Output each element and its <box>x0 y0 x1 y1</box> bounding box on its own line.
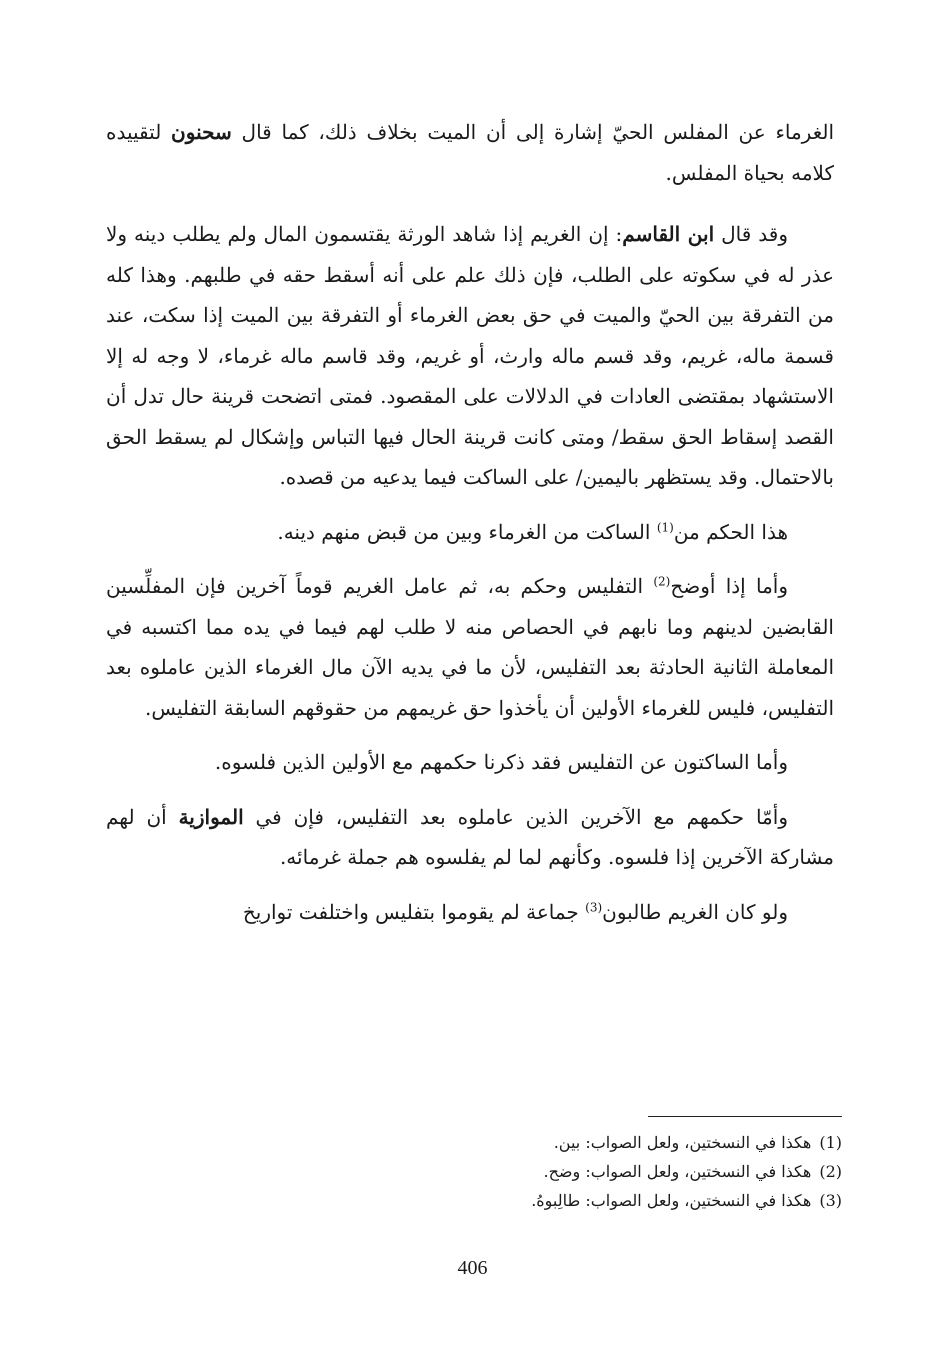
footnote-2-text: هكذا في النسختين، ولعل الصواب: وضح. <box>543 1162 812 1181</box>
footnote-2-number: (2) <box>819 1162 842 1181</box>
paragraph-gap <box>106 193 834 214</box>
paragraph-6-text-b: أن لهم مشاركة الآخرين إذا فلسوه. وكأنهم لما لم يفلسوه هم جملة غرمائه. <box>106 804 834 869</box>
paragraph-4 <box>106 566 834 728</box>
footnotes <box>300 1128 842 1215</box>
page-number: 406 <box>457 1257 488 1279</box>
paragraph-2-text-b: : إن الغريم إذا شاهد الورثة يقتسمون المال ولم يطلب دينه ولا عذر له في سكوته على الطلب، فإن ذلك علم على أنه أسقط حقه في طلبهم. وهذا كله من التفرقة بين الحيّ والميت في حق بعض الغرماء أو التفرقة بين الميت إذا سكت، عند قسمة ماله، غريم، وقد قسم ماله وارث، أو غريم، وقد قاسم ماله غرماء، لا وجه له إلا الاستشهاد بمقتضى العادات في الدلالات على المقصود. فمتى اتضحت قرينة حال تدل أن القصد إسقاط الحق سقط/ ومتى كانت قرينة الحال فيها التباس وإشكال لم يسقط الحق بالاحتمال. وقد يستظهر باليمين/ على الساكت فيما يدعيه من قصده. <box>106 222 834 489</box>
paragraph-1-text-b: لتقييده كلامه بحياة المفلس. <box>106 120 834 185</box>
footnote-3-text: هكذا في النسختين، ولعل الصواب: طالِبوهُ. <box>531 1191 812 1210</box>
footnote-ref-1[interactable]: (1) <box>656 519 674 534</box>
footnote-ref-2[interactable]: (2) <box>653 574 671 589</box>
footnote-2 <box>300 1157 842 1186</box>
paragraph-2-text-a: وقد قال <box>714 222 788 246</box>
paragraph-7-text-a: ولو كان الغريم طالبون <box>602 899 788 924</box>
paragraph-gap <box>106 783 834 797</box>
paragraph-3-text-b: الساكت من الغرماء وبين من قبض منهم دينه. <box>277 519 657 544</box>
footnote-3 <box>300 1186 842 1215</box>
footnote-ref-3[interactable]: (3) <box>585 899 603 914</box>
paragraph-6-text-a: وأمّا حكمهم مع الآخرين الذين عاملوه بعد التفليس، فإن في <box>243 804 788 829</box>
paragraph-gap <box>106 878 834 892</box>
paragraph-2 <box>106 214 834 498</box>
footnote-1-text: هكذا في النسختين، ولعل الصواب: بين. <box>553 1133 812 1152</box>
paragraph-1-text-a: الغرماء عن المفلس الحيّ إشارة إلى أن الميت بخلاف ذلك، كما قال <box>231 120 834 144</box>
source-al-mawaziyya: الموازية <box>178 804 244 829</box>
footnote-1 <box>300 1128 842 1157</box>
paragraph-5 <box>106 742 834 783</box>
paragraph-1 <box>106 112 834 193</box>
paragraph-5-text: وأما الساكتون عن التفليس فقد ذكرنا حكمهم مع الأولين الذين فلسوه. <box>214 750 788 774</box>
paragraph-gap <box>106 552 834 566</box>
footnote-divider <box>648 1116 842 1117</box>
paragraph-4-text-a: وأما إذا أوضح <box>670 574 788 598</box>
footnote-3-number: (3) <box>819 1191 842 1210</box>
paragraph-gap <box>106 728 834 742</box>
name-sahnun: سحنون <box>171 120 232 144</box>
paragraph-gap <box>106 498 834 512</box>
paragraph-7 <box>106 892 834 933</box>
footnote-1-number: (1) <box>819 1133 842 1152</box>
main-text <box>106 112 834 932</box>
paragraph-3-text-a: هذا الحكم من <box>673 519 788 544</box>
name-ibn-al-qasim: ابن القاسم <box>622 222 715 246</box>
paragraph-7-text-b: جماعة لم يقوموا بتفليس واختلفت تواريخ <box>242 899 586 924</box>
paragraph-6 <box>106 797 834 878</box>
paragraph-4-text-b: التفليس وحكم به، ثم عامل الغريم قوماً آخرين فإن المفلِّسين القابضين لدينهم وما نابهم في الحصاص منه لا طلب لهم فيما في يده مما اكتسبه في المعاملة الثانية الحادثة بعد التفليس، لأن ما في يديه الآن مال الغرماء الذين عاملوه بعد التفليس، فليس للغرماء الأولين أن يأخذوا حق غريمهم من حقوقهم السابقة التفليس. <box>106 574 834 720</box>
paragraph-3 <box>106 512 834 553</box>
